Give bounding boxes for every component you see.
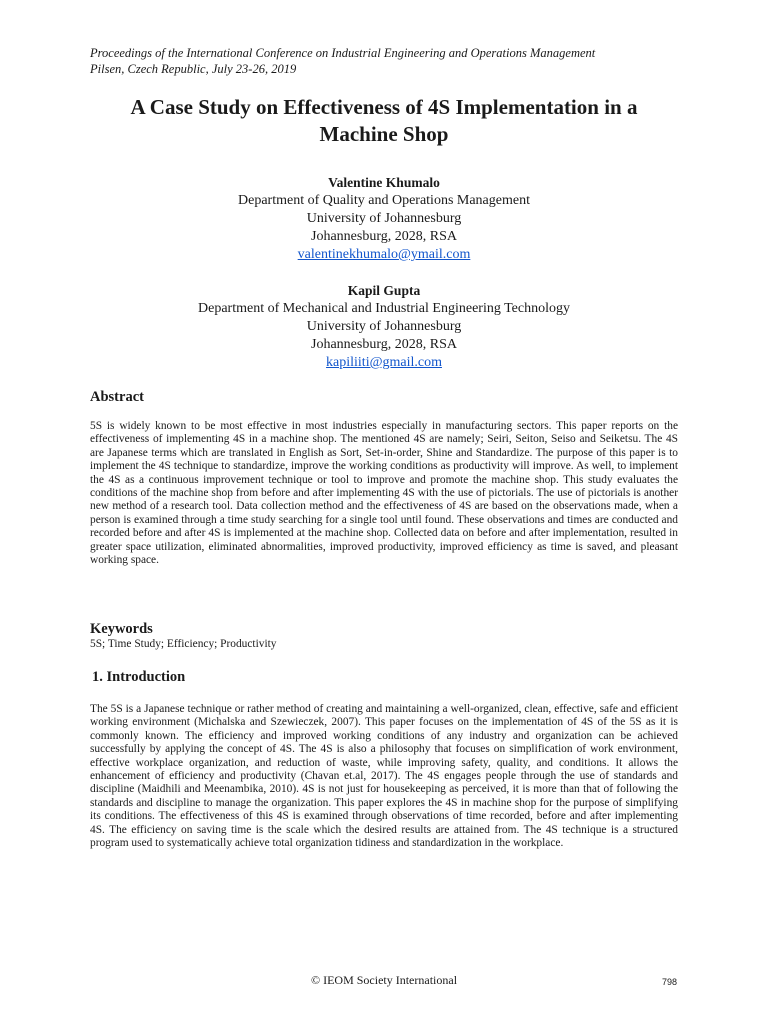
author-university: University of Johannesburg (306, 319, 462, 334)
paper-title-line-2: Machine Shop (319, 122, 449, 146)
author-email-link[interactable]: valentinekhumalo@ymail.com (297, 247, 471, 262)
keywords-text: 5S; Time Study; Efficiency; Productivity (90, 638, 277, 650)
author-address: Johannesburg, 2028, RSA (311, 337, 457, 352)
abstract-text: 5S is widely known to be most effective in most industries especially in manufacturing sectors. This paper reports on the effectiveness of implementing 4S in a machine shop. The mentioned 4S are namely; Seiri, Seiton, Seiso and Seiketsu. The 4S are Japanese terms which are translated in English as Sort, Set-in-order, Shine and Standardize. The purpose of this paper is to implement the 4S technique to standardize, improve the working conditions as productivity will improve. As well, to implement the 4S as a continuous improvement technique or tool to improve and promote the machine shop. This study evaluates the conditions of the machine shop from before and after implementing 4S with the use of pictorials. The use of pictorials is another new method of a research tool. Data collection method and the effectiveness of 4S are based on the observations made, when a person is examined through a time study searching for a single tool until found. These observations and times are conducted and recorded before and after 4S is implemented at the machine shop. Collected data on before and after implementation, resulted in greater space utilization, eliminated abnormalities, improved productivity, improved efficiency as time is saved, and pleasant working space. (90, 420, 678, 567)
author-block-1 (60, 174, 708, 264)
paper-title (60, 94, 708, 148)
paper-title-line-1: A Case Study on Effectiveness of 4S Implementation in a (130, 95, 638, 119)
page-number: 798 (662, 977, 678, 987)
author-email-link[interactable]: kapiliiti@gmail.com (326, 355, 442, 370)
author-name: Kapil Gupta (347, 283, 421, 298)
keywords-heading: Keywords (90, 621, 153, 637)
introduction-text: The 5S is a Japanese technique or rather method of creating and maintaining a well-organized, clean, effective, safe and efficient working environment (Michalska and Szewieczek, 2007). This paper focuses on the implementation of 4S of the 5S as it is commonly known. The efficiency and improved working conditions of any industry and organization can be achieved successfully by applying the concept of 4S. The 4S is also a philosophy that focuses on simplification of work environment, effective workplace organization, and reduction of waste, while improving safety, quality, and conditions. It allows the enhancement of efficiency and productivity (Chavan et.al, 2017). The 4S engages people through the use of standards and discipline (Maidhili and Meenambika, 2010). 4S is not just for housekeeping as perceived, it is more than that of following the standards and discipline to manage the organization. This paper explores the 4S in machine shop for the purpose of simplifying its conditions. The effectiveness of this 4S is examined through observations of time recorded, before and after implementing 4S. The efficiency on saving time is the scale which the desired results are attained from. The 4S technique is a structured program used to systematically achieve total organization tidiness and standardization in the workplace. (90, 703, 678, 850)
author-department: Department of Quality and Operations Management (238, 193, 530, 208)
proceedings-header (90, 45, 710, 77)
author-department: Department of Mechanical and Industrial Engineering Technology (198, 301, 570, 316)
proceedings-location-date: Pilsen, Czech Republic, July 23-26, 2019 (90, 62, 297, 76)
footer-copyright: © IEOM Society International (310, 973, 458, 987)
author-block-2 (60, 282, 708, 372)
introduction-heading: 1. Introduction (92, 669, 186, 685)
author-address: Johannesburg, 2028, RSA (311, 229, 457, 244)
abstract-heading: Abstract (90, 389, 144, 405)
author-name: Valentine Khumalo (328, 175, 440, 190)
author-university: University of Johannesburg (306, 211, 462, 226)
proceedings-title: Proceedings of the International Conference on Industrial Engineering and Operations Management (90, 46, 596, 60)
